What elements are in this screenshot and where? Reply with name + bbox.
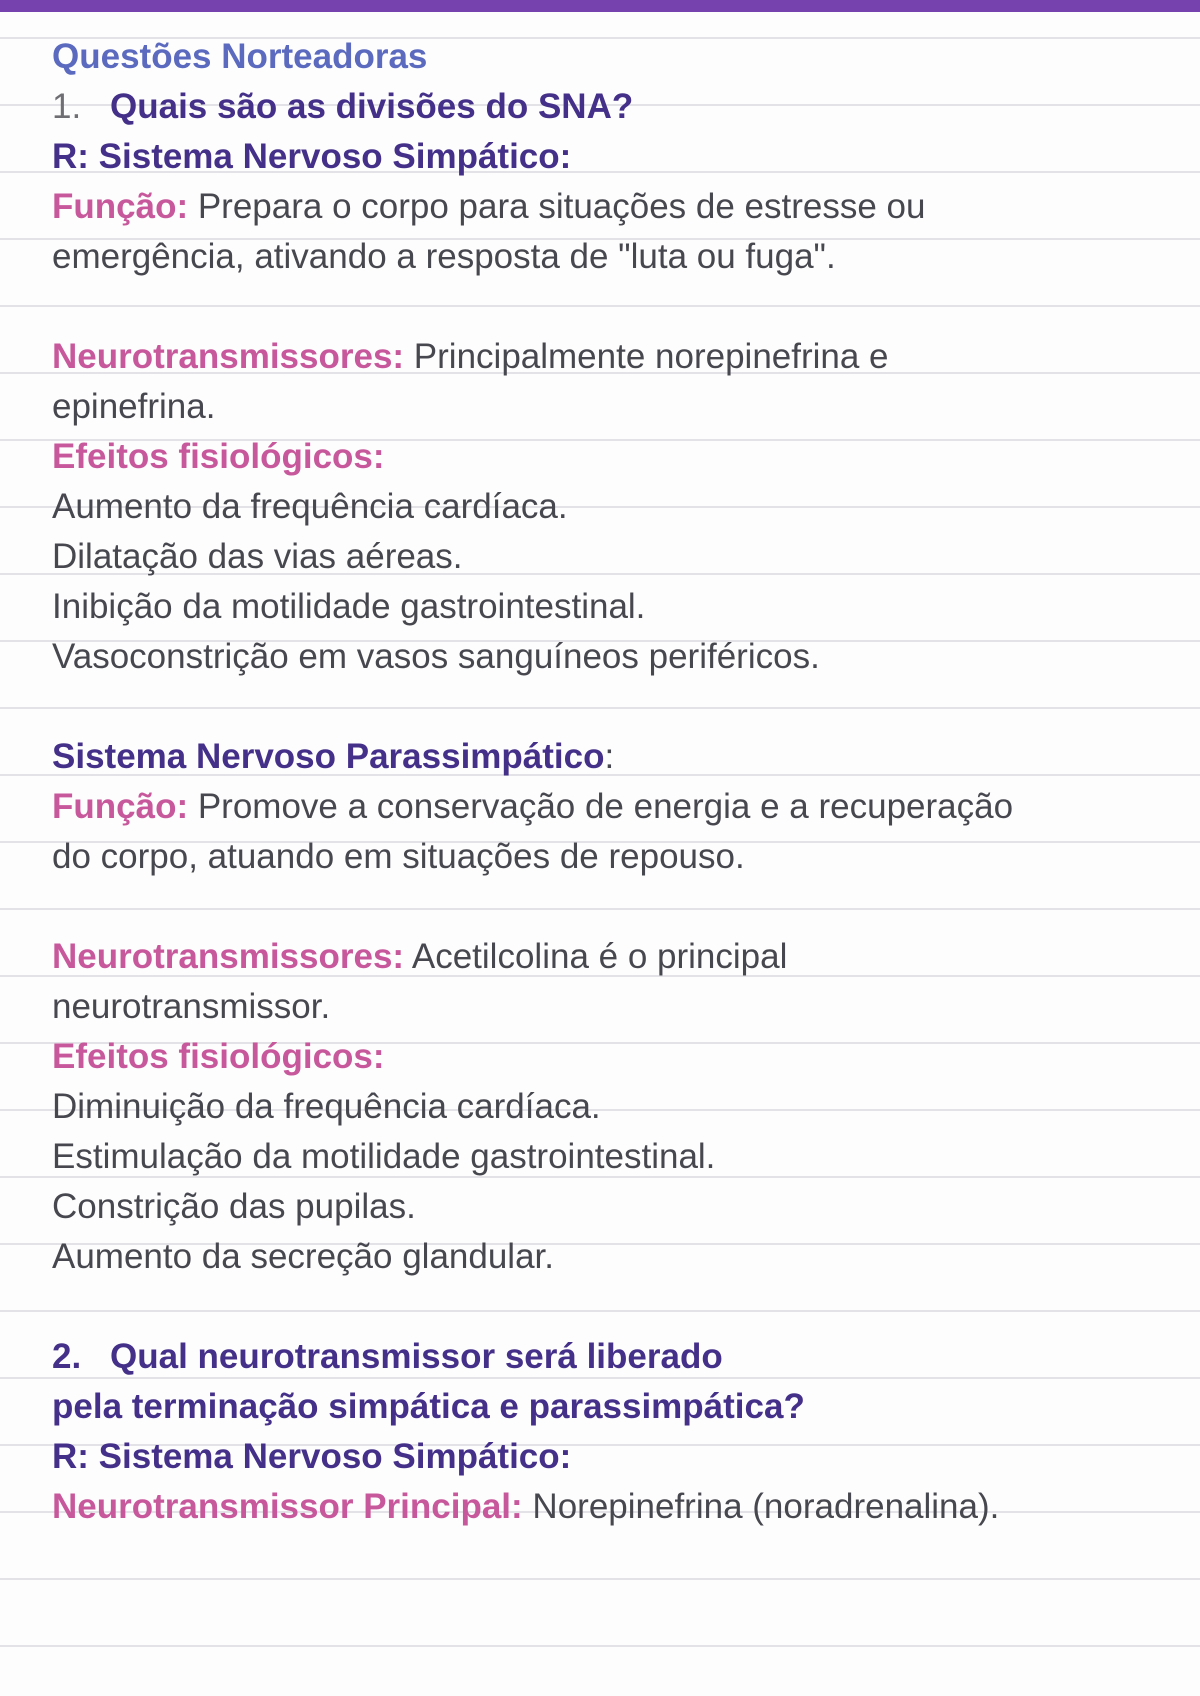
question-1-number: 1. <box>52 87 82 126</box>
funcao-text-cont: do corpo, atuando em situações de repouso. <box>52 837 745 876</box>
question-2-line-2 <box>52 1382 1170 1432</box>
funcao-parassimpatico-line-2 <box>52 832 1170 882</box>
efeito-simpatico-item-1 <box>52 482 1170 532</box>
neurotransmissores-text-cont: neurotransmissor. <box>52 987 331 1026</box>
neurotransmissores-text: Principalmente norepinefrina e <box>404 337 889 376</box>
top-accent-bar <box>0 0 1200 12</box>
answer-1-header-line <box>52 132 1170 182</box>
neurotransmissores-text: Acetilcolina é o principal <box>404 937 788 976</box>
neurotransmissor-principal-text: Norepinefrina (noradrenalina). <box>522 1487 1000 1526</box>
funcao-simpatico-line-2 <box>52 232 1170 282</box>
neurotransmissores-parassimpatico-line-2 <box>52 982 1170 1032</box>
blank-line <box>52 1282 1170 1332</box>
neurotransmissores-parassimpatico-line-1 <box>52 932 1170 982</box>
neurotransmissores-simpatico-line-1 <box>52 332 1170 382</box>
blank-line <box>52 682 1170 732</box>
efeitos-parassimpatico-header-line <box>52 1032 1170 1082</box>
funcao-parassimpatico-line-1 <box>52 782 1170 832</box>
funcao-text-cont: emergência, ativando a resposta de "luta ou fuga". <box>52 237 836 276</box>
neurotransmissores-text-cont: epinefrina. <box>52 387 216 426</box>
efeito-text: Inibição da motilidade gastrointestinal. <box>52 587 646 626</box>
efeitos-label: Efeitos fisiológicos: <box>52 1037 385 1076</box>
efeito-parassimpatico-item-2 <box>52 1132 1170 1182</box>
parassimpatico-header-line <box>52 732 1170 782</box>
blank-line <box>52 282 1170 332</box>
efeito-text: Aumento da secreção glandular. <box>52 1237 554 1276</box>
answer-2-header-line <box>52 1432 1170 1482</box>
parassimpatico-header-colon: : <box>604 737 615 776</box>
funcao-simpatico-line-1 <box>52 182 1170 232</box>
funcao-text: Promove a conservação de energia e a recuperação <box>188 787 1014 826</box>
efeito-parassimpatico-item-1 <box>52 1082 1170 1132</box>
question-2-number: 2. <box>52 1337 82 1376</box>
question-2-line-1 <box>52 1332 1170 1382</box>
efeito-text: Constrição das pupilas. <box>52 1187 416 1226</box>
efeito-simpatico-item-4 <box>52 632 1170 682</box>
efeito-parassimpatico-item-3 <box>52 1182 1170 1232</box>
funcao-label: Função: <box>52 187 189 226</box>
note-title: Questões Norteadoras <box>52 37 428 76</box>
blank-line <box>52 882 1170 932</box>
neurotransmissores-simpatico-line-2 <box>52 382 1170 432</box>
parassimpatico-header: Sistema Nervoso Parassimpático <box>52 737 605 776</box>
answer-2-header: R: Sistema Nervoso Simpático: <box>52 1437 572 1476</box>
question-2-text-cont: pela terminação simpática e parassimpática? <box>52 1387 805 1426</box>
funcao-text: Prepara o corpo para situações de estresse ou <box>188 187 926 226</box>
efeitos-simpatico-header-line <box>52 432 1170 482</box>
answer-1-header: R: Sistema Nervoso Simpático: <box>52 137 572 176</box>
funcao-label: Função: <box>52 787 189 826</box>
question-1-text: Quais são as divisões do SNA? <box>110 87 634 126</box>
question-2-text: Qual neurotransmissor será liberado <box>110 1337 723 1376</box>
neurotransmissor-principal-label: Neurotransmissor Principal: <box>52 1487 523 1526</box>
efeito-text: Dilatação das vias aéreas. <box>52 537 463 576</box>
question-1-line <box>52 82 1170 132</box>
efeito-simpatico-item-2 <box>52 532 1170 582</box>
efeito-text: Vasoconstrição em vasos sanguíneos periféricos. <box>52 637 820 676</box>
efeito-text: Estimulação da motilidade gastrointestinal. <box>52 1137 716 1176</box>
efeito-text: Diminuição da frequência cardíaca. <box>52 1087 601 1126</box>
efeito-simpatico-item-3 <box>52 582 1170 632</box>
efeito-parassimpatico-item-4 <box>52 1232 1170 1282</box>
neurotransmissor-principal-line <box>52 1482 1170 1532</box>
efeitos-label: Efeitos fisiológicos: <box>52 437 385 476</box>
neurotransmissores-label: Neurotransmissores: <box>52 937 405 976</box>
efeito-text: Aumento da frequência cardíaca. <box>52 487 568 526</box>
neurotransmissores-label: Neurotransmissores: <box>52 337 405 376</box>
note-title-line <box>52 32 1170 82</box>
note-page <box>0 12 1200 1696</box>
